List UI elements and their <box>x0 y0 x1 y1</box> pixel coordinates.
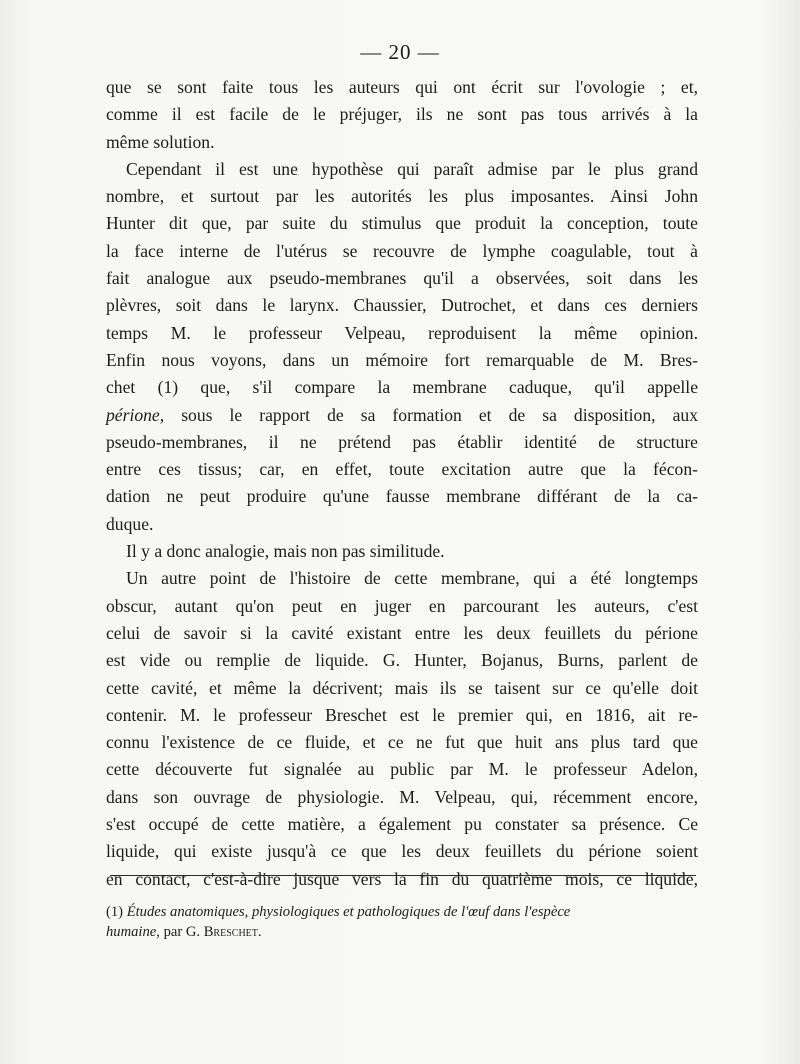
text-line: cette cavité, et même la décrivent; mais ils se taisent sur ce qu'elle doit <box>106 677 698 698</box>
body-text <box>106 74 698 893</box>
text-line: contenir. M. le professeur Breschet est le premier qui, en 1816, ait re- <box>106 704 698 725</box>
text-line: obscur, autant qu'on peut en juger en parcourant les auteurs, c'est <box>106 595 698 616</box>
text-line: connu l'existence de ce fluide, et ce ne fut que huit ans plus tard que <box>106 732 698 753</box>
text-line: s'est occupé de cette matière, a également pu constater sa présence. Ce <box>106 814 698 835</box>
text-line: plèvres, soit dans le larynx. Chaussier, Dutrochet, et dans ces derniers <box>106 295 698 316</box>
text-line: Il y a donc analogie, mais non pas similitude. <box>126 541 445 562</box>
footnote <box>106 902 698 942</box>
text-line: est vide ou remplie de liquide. G. Hunter, Bojanus, Burns, parlent de <box>106 650 698 671</box>
text-line: que se sont faite tous les auteurs qui ont écrit sur l'ovologie ; et, <box>106 77 698 97</box>
footnote-title-continued: humaine <box>106 924 157 940</box>
page-number: — 20 — <box>360 40 440 64</box>
text-line: dation ne peut produire qu'une fausse membrane différant de la ca- <box>106 486 698 507</box>
text-line: périone, sous le rapport de sa formation et de sa disposition, aux <box>106 404 698 425</box>
text-line: Enfin nous voyons, dans un mémoire fort remarquable de M. Bres- <box>106 349 698 370</box>
text-line: nombre, et surtout par les autorités les plus imposantes. Ainsi John <box>106 186 698 207</box>
text-line: fait analogue aux pseudo-membranes qu'il a observées, soit dans les <box>106 268 698 289</box>
text-line: dans son ouvrage de physiologie. M. Velpeau, qui, récemment encore, <box>106 786 698 807</box>
footnote-line-1 <box>106 902 698 922</box>
text-line: temps M. le professeur Velpeau, reproduisent la même opinion. <box>106 322 698 343</box>
text-line: même solution. <box>106 131 215 152</box>
footnote-line-2 <box>106 922 698 942</box>
text-line: en contact, c'est-à-dire jusque vers la fin du quatrième mois, ce liquide, <box>106 868 698 889</box>
footnote-marker: (1) <box>106 904 124 920</box>
text-line: celui de savoir si la cavité existant entre les deux feuillets du périone <box>106 622 698 643</box>
text-line: entre ces tissus; car, en effet, toute excitation autre que la fécon- <box>106 459 698 480</box>
text-line: duque. <box>106 513 154 534</box>
footnote-rule <box>110 875 696 876</box>
text-line: pseudo-membranes, il ne prétend pas établir identité de structure <box>106 431 698 452</box>
text-line: Un autre point de l'histoire de cette membrane, qui a été longtemps <box>126 568 698 589</box>
text-line: Hunter dit que, par suite du stimulus que produit la conception, toute <box>106 213 698 234</box>
text-line: liquide, qui existe jusqu'à ce que les deux feuillets du périone soient <box>106 841 698 862</box>
text-line: comme il est facile de le préjuger, ils ne sont pas tous arrivés à la <box>106 104 698 125</box>
text-line: chet (1) que, s'il compare la membrane caduque, qu'il appelle <box>106 377 698 398</box>
text-line: cette découverte fut signalée au public par M. le professeur Adelon, <box>106 759 698 780</box>
footnote-author: G. Breschet. <box>185 924 262 940</box>
text-line: Cependant il est une hypothèse qui paraît admise par le plus grand <box>126 158 698 179</box>
text-line: la face interne de l'utérus se recouvre de lymphe coagulable, tout à <box>106 240 698 261</box>
emphasized-term: périone, <box>106 404 165 425</box>
footnote-author-prefix: , par <box>156 924 183 940</box>
footnote-title: Études anatomiques, physiologiques et pathologiques de l'œuf dans l'espèce <box>126 904 571 920</box>
